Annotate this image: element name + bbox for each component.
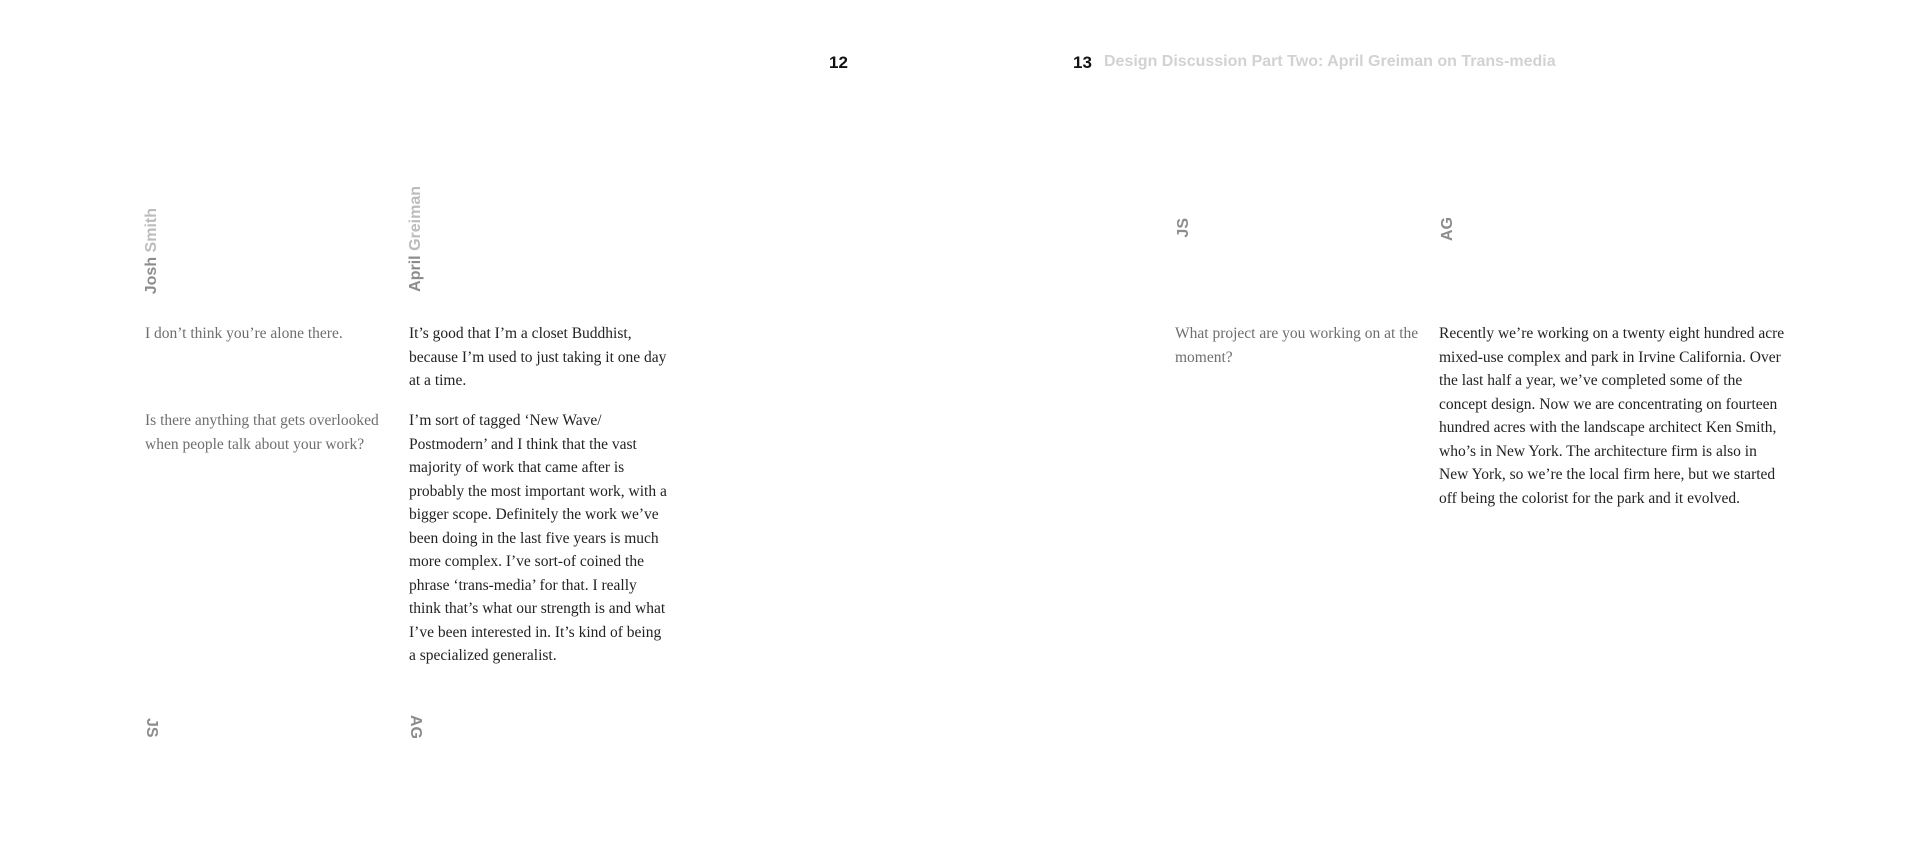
footer-label-js: JS — [143, 718, 160, 738]
question-3: What project are you working on at the moment? — [1175, 325, 1419, 366]
speaker-label-js: JS — [1175, 218, 1192, 238]
question-2: Is there anything that gets overlooked when people talk about your work? — [145, 412, 379, 453]
question-1: I don’t think you’re alone there. — [145, 325, 343, 342]
answer-2: I’m sort of tagged ‘New Wave/ Postmodern’ and I think that the vast majority of work that came after is probably the most important work, with a bigger scope. Definitely the work we’ve been doing in the last five years is much more complex. I’ve sort-of coined the phrase ‘trans-media’ for that. I really think that’s what our strength is and what I’ve been interested in. It’s kind of being a specialized generalist. — [409, 412, 667, 664]
left-page-number: 12 — [829, 53, 848, 72]
speaker-last-name: Smith — [143, 208, 160, 253]
speaker-label-josh-smith — [144, 208, 160, 294]
speaker-first-name: April — [407, 255, 424, 292]
speaker-label-april-greiman — [408, 186, 424, 292]
right-page-number: 13 — [1073, 53, 1092, 72]
running-title: Design Discussion Part Two: April Greiman on Trans-media — [1104, 53, 1556, 70]
speaker-first-name: Josh — [143, 256, 160, 295]
answer-3: Recently we’re working on a twenty eight hundred acre mixed-use complex and park in Irvine California. Over the last half a year, we’ve completed some of the concept design. Now we are concentrating on fourteen hundred acres with the landscape architect Ken Smith, who’s in New York. The architecture firm is also in New York, so we’re the local firm here, but we started off being the colorist for the park and it evolved. — [1439, 325, 1785, 507]
speaker-label-ag: AG — [1439, 217, 1456, 241]
answer-1: It’s good that I’m a closet Buddhist, because I’m used to just taking it one day at a time. — [409, 325, 667, 389]
speaker-last-name: Greiman — [407, 186, 424, 251]
footer-label-ag: AG — [407, 715, 424, 739]
